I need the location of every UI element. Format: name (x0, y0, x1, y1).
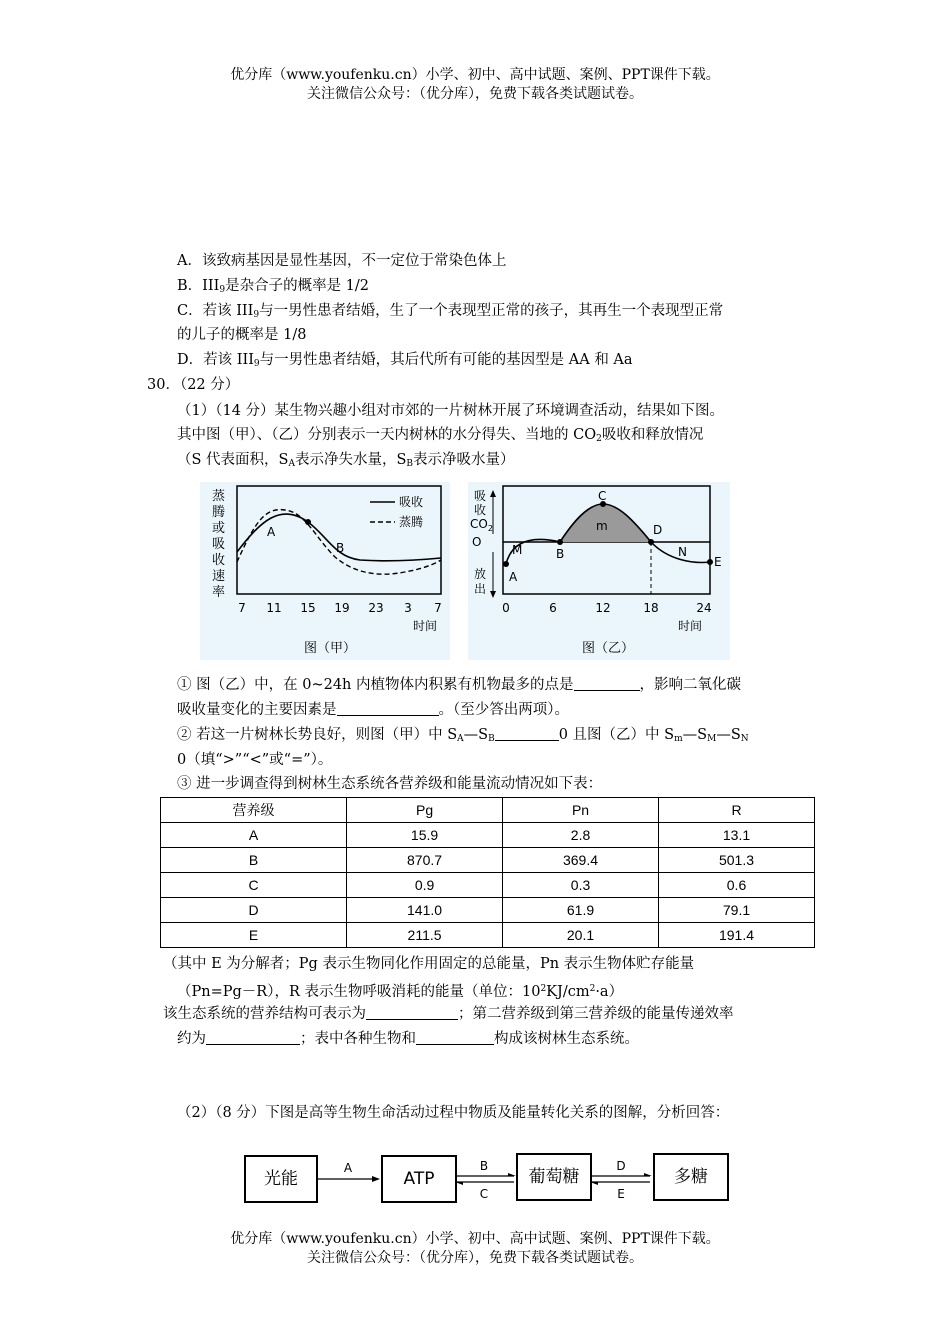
yi-origin-label: O (472, 535, 482, 549)
jia-xtick: 11 (266, 601, 282, 615)
arrow-c-head (455, 1182, 463, 1185)
table-cell: 191.4 (659, 923, 815, 948)
jia-xlabel: 时间 (412, 619, 438, 633)
arrow-b-label: B (479, 1159, 489, 1173)
jia-xtick: 7 (238, 601, 246, 615)
flow-box-glucose: 葡萄糖 (516, 1153, 592, 1201)
legend-transp: 蒸腾 (399, 515, 424, 529)
table-cell: A (161, 823, 347, 848)
page-header-line1: 优分库（www.youfenku.cn）小学、初中、高中试题、案例、PPT课件下载。 (230, 67, 720, 83)
table-row (161, 923, 815, 948)
q30-part1-line3: （S 代表面积，$S_A$表示净失水量，$S_B$表示净吸水量） (177, 452, 515, 469)
yi-label-n-area: N (678, 545, 687, 559)
question-30-number: 30．（22 分） (147, 377, 240, 393)
option-a: A．该致病基因是显性基因，不一定位于常染色体上 (177, 253, 507, 269)
yi-ylabel-char: 收 (474, 503, 487, 517)
table-cell: 13.1 (659, 823, 815, 848)
yi-label-a: A (509, 570, 518, 584)
answer-blank[interactable] (495, 726, 559, 741)
table-cell: 141.0 (347, 898, 503, 923)
figure-yi (468, 482, 730, 660)
arrow-e-label: E (617, 1187, 625, 1201)
jia-xtick: 7 (434, 601, 442, 615)
sub3-line: ③ 进一步调查得到树林生态系统各营养级和能量流动情况如下表： (177, 776, 603, 792)
jia-ylabel-char: 腾 (212, 505, 226, 520)
yi-label-b: B (556, 547, 565, 561)
answer-blank[interactable] (206, 1030, 300, 1045)
yi-point-b (557, 539, 563, 545)
energy-flow-table (160, 797, 815, 948)
table-cell: 2.8 (503, 823, 659, 848)
jia-xtick: 3 (404, 601, 412, 615)
jia-xtick: 15 (300, 601, 316, 615)
jia-ylabel-char: 或 (212, 521, 226, 536)
answer-blank[interactable] (574, 676, 640, 691)
table-row (161, 823, 815, 848)
table-cell: B (161, 848, 347, 873)
page-header-line2: 关注微信公众号：（优分库），免费下载各类试题试卷。 (307, 86, 643, 102)
arrow-b-head (508, 1173, 516, 1176)
table-cell: 501.3 (659, 848, 815, 873)
table-cell: D (161, 898, 347, 923)
flow-arrows (316, 1156, 656, 1202)
table-cell: 15.9 (347, 823, 503, 848)
yi-xtick: 24 (696, 601, 712, 615)
arrow-d-label: D (616, 1159, 626, 1173)
q30-structure-line: 该生态系统的营养结构可表示为 ；第二营养级到第三营养级的能量传递效率 (163, 1006, 734, 1022)
yi-point-a (503, 561, 509, 567)
yi-xtick: 6 (549, 601, 557, 615)
q30-efficiency-line: 约为 ；表中各种生物和 构成该树林生态系统。 (177, 1031, 639, 1047)
option-d: D．若该 $III_9$与一男性患者结婚，其后代所有可能的基因型是 AA 和 Aa (177, 352, 633, 369)
table-note-line2: （Pn=Pg－R），R 表示生物呼吸消耗的能量（单位：$10^2KJ/cm^2\cdot a$） (177, 984, 624, 1000)
flow-box-polysaccharide: 多糖 (653, 1153, 729, 1201)
table-cell: E (161, 923, 347, 948)
arrow-d-head (644, 1173, 652, 1176)
table-note-line1: （其中 E 为分解者；Pg 表示生物同化作用固定的总能量，Pn 表示生物体贮存能量 (163, 956, 695, 972)
page-footer-line1: 优分库（www.youfenku.cn）小学、初中、高中试题、案例、PPT课件下载。 (230, 1231, 720, 1247)
q30-part1-line2: 其中图（甲）、（乙）分别表示一天内树林的水分得失、当地的 $CO_2$吸收和释放情况 (177, 427, 704, 444)
table-cell: 211.5 (347, 923, 503, 948)
arrow-a-label: A (343, 1161, 353, 1175)
table-row (161, 848, 815, 873)
table-row (161, 898, 815, 923)
table-header: Pg (347, 798, 503, 823)
answer-blank[interactable] (416, 1030, 494, 1045)
sub1-line1: ① 图（乙）中，在 0~24h 内植物体内积累有机物最多的点是 ，影响二氧化碳 (177, 677, 741, 693)
table-row (161, 873, 815, 898)
yi-label-m-area: M (512, 543, 523, 557)
table-cell: 61.9 (503, 898, 659, 923)
table-cell: 369.4 (503, 848, 659, 873)
jia-label-a: A (267, 525, 276, 539)
table-header-row (161, 798, 815, 823)
yi-xtick: 18 (643, 601, 659, 615)
yi-label-c: C (598, 489, 607, 503)
table-cell: 0.3 (503, 873, 659, 898)
sub2-line1: ② 若这一片树林长势良好，则图（甲）中 $S_A—S_B$ 0 且图（乙）中 $S_m—S_M—S_N$ (177, 727, 749, 744)
jia-ylabel-char: 蒸 (212, 489, 226, 504)
yi-ylabel-co2: $CO_2$ (470, 517, 493, 533)
yi-label-m-small: m (596, 519, 608, 533)
flow-box-atp: ATP (381, 1155, 457, 1203)
sub2-line2: 0（填“>”“<”或“=”）。 (177, 752, 333, 768)
jia-xtick: 23 (368, 601, 384, 615)
jia-intersection-point (305, 519, 311, 525)
arrow-e-head (590, 1182, 598, 1185)
yi-caption: 图（乙） (581, 641, 635, 656)
yi-label-e: E (714, 555, 722, 569)
table-cell: 20.1 (503, 923, 659, 948)
yi-point-e (707, 559, 713, 565)
page-footer-line2: 关注微信公众号：（优分库），免费下载各类试题试卷。 (307, 1250, 643, 1266)
answer-blank[interactable] (366, 1005, 458, 1020)
q30-part1-intro: （1）（14 分）某生物兴趣小组对市郊的一片树林开展了环境调查活动，结果如下图。 (177, 403, 725, 419)
jia-ylabel-char: 吸 (212, 537, 226, 552)
legend-absorb: 吸收 (399, 495, 424, 509)
flow-box-light: 光能 (244, 1155, 318, 1203)
option-b: B．$III_9$是杂合子的概率是 1/2 (177, 278, 370, 295)
answer-blank[interactable] (337, 701, 439, 716)
yi-label-d: D (653, 523, 663, 537)
jia-xtick: 19 (334, 601, 350, 615)
sub1-line2: 吸收量变化的主要因素是 。（至少答出两项）。 (177, 702, 569, 718)
yi-ylabel-char: 放 (474, 567, 487, 581)
table-header: Pn (503, 798, 659, 823)
table-header: R (659, 798, 815, 823)
jia-ylabel-char: 速 (212, 569, 226, 584)
option-c-line2: 的儿子的概率是 1/8 (177, 327, 307, 343)
table-cell: 0.9 (347, 873, 503, 898)
jia-label-b: B (336, 541, 345, 555)
yi-xtick: 12 (595, 601, 611, 615)
table-header: 营养级 (161, 798, 347, 823)
figure-jia (200, 482, 450, 660)
arrow-c-label: C (479, 1187, 489, 1201)
jia-caption: 图（甲） (303, 641, 357, 656)
jia-ylabel-char: 收 (212, 553, 226, 568)
yi-xlabel: 时间 (677, 619, 703, 633)
arrow-a-head (372, 1176, 380, 1182)
table-cell: C (161, 873, 347, 898)
table-cell: 0.6 (659, 873, 815, 898)
yi-xtick: 0 (502, 601, 510, 615)
yi-point-d (648, 539, 654, 545)
jia-ylabel-char: 率 (212, 585, 226, 600)
table-cell: 870.7 (347, 848, 503, 873)
table-cell: 79.1 (659, 898, 815, 923)
q30-part2-intro: （2）（8 分）下图是高等生物生命活动过程中物质及能量转化关系的图解，分析回答： (177, 1105, 730, 1121)
yi-ylabel-char: 出 (474, 582, 487, 596)
option-c: C．若该 $III_9$与一男性患者结婚，生了一个表现型正常的孩子，其再生一个表现型正常 (177, 303, 724, 320)
yi-ylabel-char: 吸 (474, 489, 487, 503)
